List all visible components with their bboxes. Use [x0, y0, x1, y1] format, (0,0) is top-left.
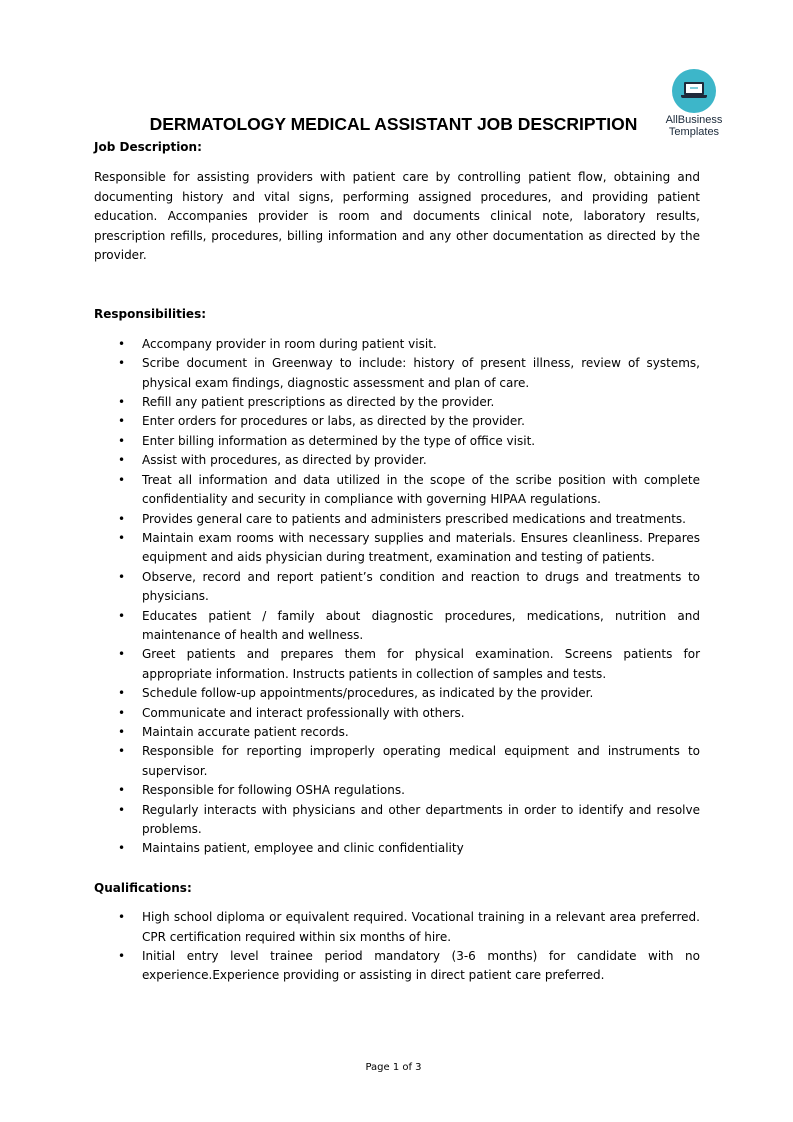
logo-line-2: Templates — [668, 126, 720, 138]
list-item — [94, 723, 700, 742]
list-item-text: Treat all information and data utilized in the scope of the scribe position with complete confidentiality and security in compliance with governing HIPAA regulations. — [142, 472, 700, 507]
list-item — [94, 432, 700, 451]
job-description-text: Responsible for assisting providers with patient care by controlling patient flow, obtaining and documenting history and vital signs, performing assigned procedures, and providing patient education. Accompanies provider is room and documents clinical note, laboratory results, prescription refills, procedures, billing information and any other documentation as directed by the provider. — [94, 170, 700, 263]
list-item — [94, 801, 700, 840]
list-item-text: Schedule follow-up appointments/procedures, as indicated by the provider. — [142, 686, 594, 701]
list-item-text: Communicate and interact professionally with others. — [142, 705, 465, 720]
bullet-icon: • — [118, 783, 126, 798]
document-body — [94, 138, 700, 986]
qualifications-heading: Qualifications: — [94, 880, 192, 895]
list-item — [94, 645, 700, 684]
bullet-icon: • — [118, 686, 126, 701]
bullet-icon: • — [118, 569, 126, 584]
list-item — [94, 607, 700, 646]
list-item — [94, 510, 700, 529]
list-item-text: Accompany provider in room during patient visit. — [142, 336, 437, 351]
list-item-text: Initial entry level trainee period mandatory (3-6 months) for candidate with no experience.Experience providing or assisting in direct patient care preferred. — [142, 949, 700, 983]
list-item-text: Educates patient / family about diagnostic procedures, medications, nutrition and maintenance of health and wellness. — [142, 608, 700, 642]
list-item — [94, 393, 700, 412]
bullet-icon: • — [118, 414, 126, 429]
list-item — [94, 412, 700, 431]
list-item-text: Greet patients and prepares them for physical examination. Screens patients for appropriate information. Instructs patients in collection of samples and tests. — [142, 647, 700, 681]
bullet-icon: • — [118, 608, 126, 623]
bullet-icon: • — [118, 744, 126, 759]
list-item — [94, 742, 700, 781]
job-description-heading: Job Description: — [94, 140, 202, 154]
list-item-text: Assist with procedures, as directed by provider. — [142, 453, 427, 468]
qualifications-list — [94, 908, 700, 986]
list-item — [94, 451, 700, 470]
list-item-text: Responsible for reporting improperly operating medical equipment and instruments to supervisor. — [142, 744, 700, 778]
bullet-icon: • — [118, 336, 126, 351]
bullet-icon: • — [118, 433, 126, 448]
responsibilities-list — [94, 335, 700, 859]
list-item — [94, 529, 700, 568]
bullet-icon: • — [118, 647, 126, 662]
list-item — [94, 839, 700, 858]
bullet-icon: • — [118, 530, 126, 545]
list-item-text: High school diploma or equivalent required. Vocational training in a relevant area preferred. CPR certification required within six months of hire. — [142, 910, 700, 944]
list-item-text: Refill any patient prescriptions as directed by the provider. — [142, 395, 495, 410]
list-item-text: Observe, record and report patient’s condition and reaction to drugs and treatments to physicians. — [142, 569, 700, 604]
list-item — [94, 704, 700, 723]
bullet-icon: • — [118, 949, 126, 964]
bullet-icon: • — [118, 910, 126, 925]
list-item — [94, 684, 700, 703]
bullet-icon: • — [118, 511, 126, 526]
list-item — [94, 354, 700, 393]
list-item-text: Regularly interacts with physicians and other departments in order to identify and resolve problems. — [142, 802, 700, 836]
list-item — [94, 471, 700, 510]
bullet-icon: • — [118, 705, 126, 720]
list-item — [94, 947, 700, 986]
bullet-icon: • — [118, 395, 126, 410]
bullet-icon: • — [118, 841, 126, 856]
list-item — [94, 568, 700, 607]
bullet-icon: • — [118, 724, 126, 739]
list-item-text: Maintain exam rooms with necessary supplies and materials. Ensures cleanliness. Prepares equipment and aids physician during treatment, examination and testing of patients. — [142, 530, 700, 565]
list-item-text: Maintain accurate patient records. — [142, 724, 349, 739]
bullet-icon: • — [118, 802, 126, 817]
list-item-text: Provides general care to patients and administers prescribed medications and treatments. — [142, 511, 686, 526]
bullet-icon: • — [118, 472, 126, 487]
list-item-text: Enter billing information as determined by the type of office visit. — [142, 433, 536, 448]
document-title: DERMATOLOGY MEDICAL ASSISTANT JOB DESCRIPTION — [149, 114, 638, 134]
laptop-icon — [672, 69, 716, 113]
responsibilities-heading: Responsibilities: — [94, 307, 207, 322]
list-item-text: Scribe document in Greenway to include: history of present illness, review of systems, physical exam findings, diagnostic assessment and plan of care. — [142, 356, 700, 390]
list-item-text: Responsible for following OSHA regulations. — [142, 783, 405, 798]
list-item-text: Enter orders for procedures or labs, as directed by the provider. — [142, 414, 525, 429]
list-item — [94, 908, 700, 947]
list-item-text: Maintains patient, employee and clinic confidentiality — [142, 841, 464, 856]
list-item — [94, 335, 700, 354]
logo-line-1: AllBusiness — [665, 114, 723, 126]
list-item — [94, 781, 700, 800]
bullet-icon: • — [118, 356, 126, 371]
bullet-icon: • — [118, 453, 126, 468]
page-number: Page 1 of 3 — [365, 1062, 422, 1073]
